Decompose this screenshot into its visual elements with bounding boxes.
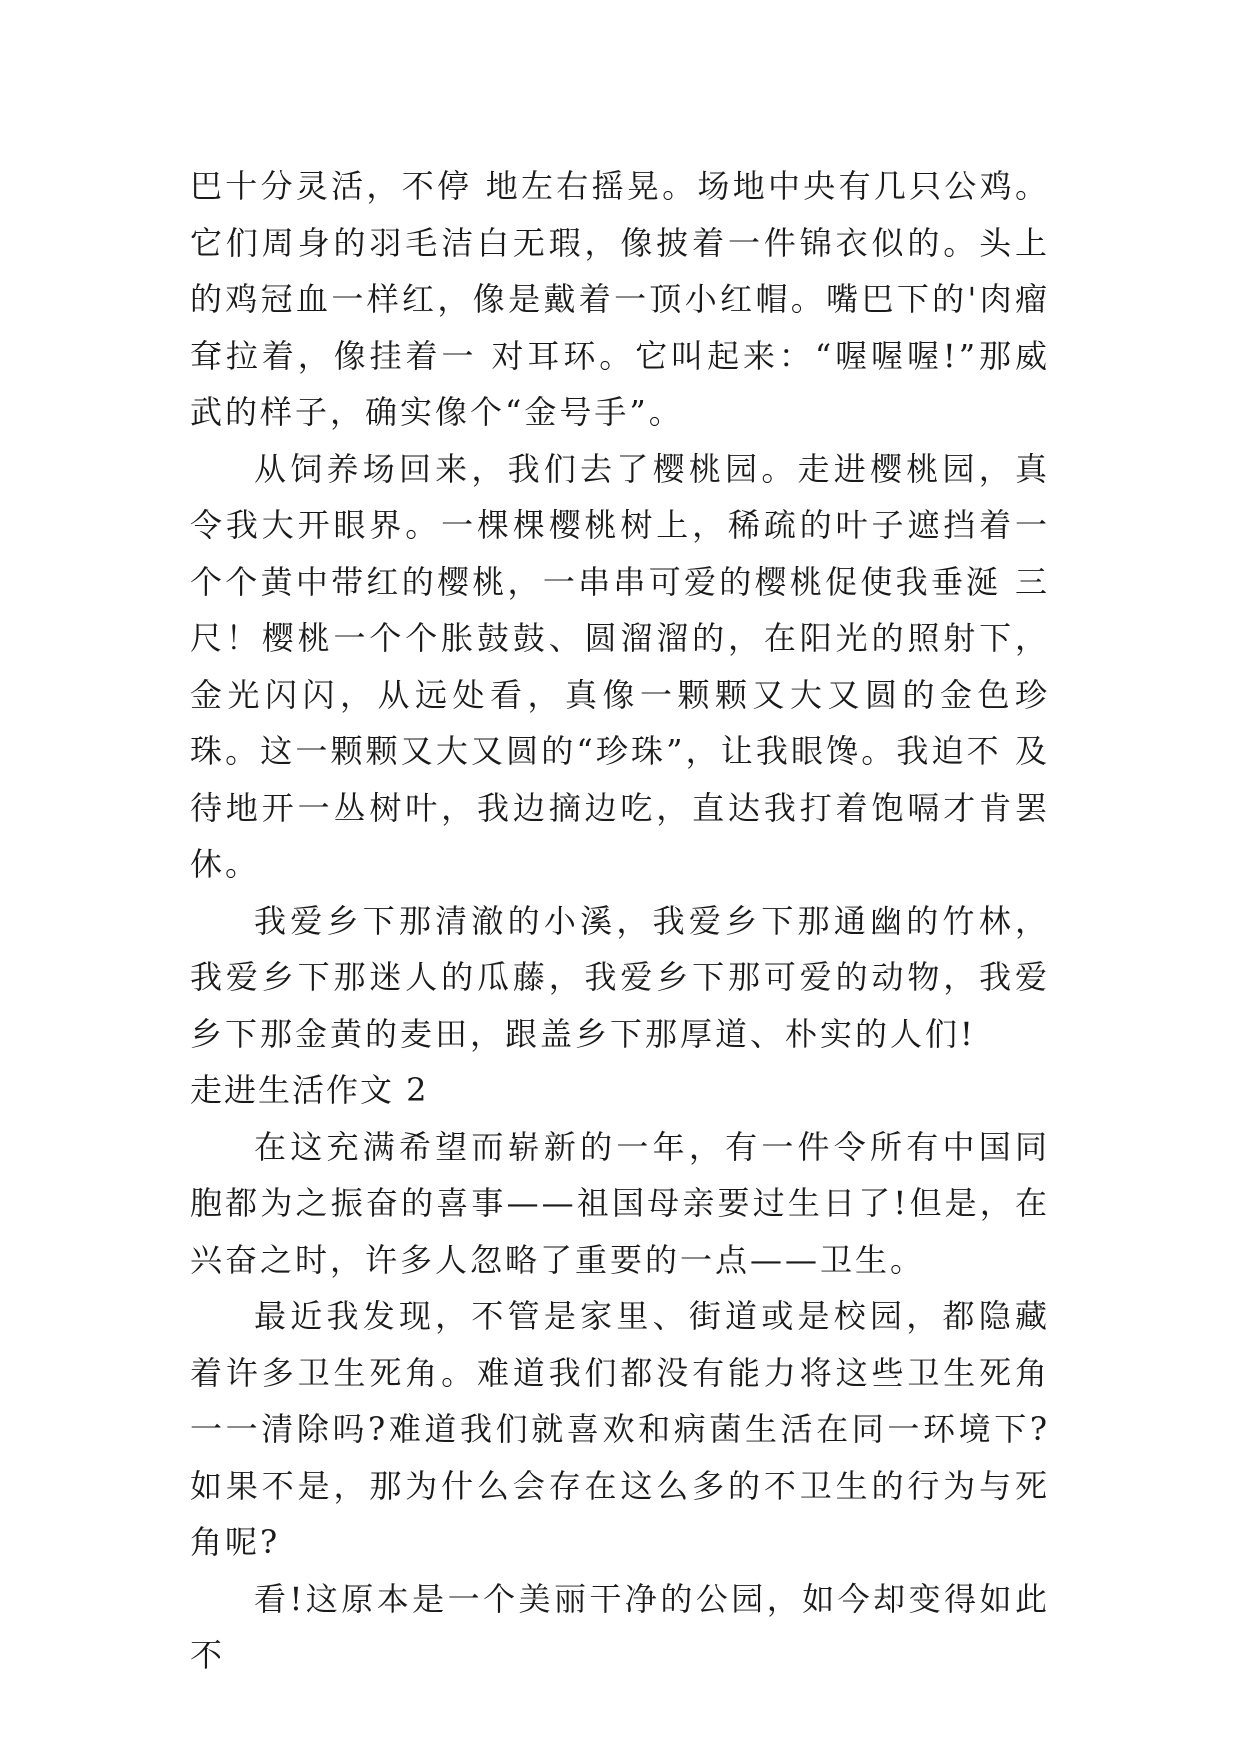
document-page [190, 158, 1050, 1684]
paragraph-love-countryside: 我爱乡下那清澈的小溪，我爱乡下那通幽的竹林，我爱乡下那迷人的瓜藤，我爱乡下那可爱的动物，我爱乡下那金黄的麦田，跟盖乡下那厚道、朴实的人们! [190, 901, 1050, 1053]
paragraph-new-year: 在这充满希望而崭新的一年，有一件令所有中国同胞都为之振奋的喜事——祖国母亲要过生日了!但是，在兴奋之时，许多人忽略了重要的一点——卫生。 [190, 1127, 1050, 1279]
paragraph-rooster: 巴十分灵活，不停 地左右摇晃。场地中央有几只公鸡。它们周身的羽毛洁白无瑕，像披着一件锦衣似的。头上的鸡冠血一样红，像是戴着一顶小红帽。嘴巴下的'肉瘤耷拉着，像挂着一 对耳环。它叫起来：“喔喔喔!”那威武的样子，确实像个“金号手”。 [190, 167, 1050, 431]
paragraph-cherry-orchard: 从饲养场回来，我们去了樱桃园。走进樱桃园，真令我大开眼界。一棵棵樱桃树上，稀疏的叶子遮挡着一个个黄中带红的樱桃，一串串可爱的樱桃促使我垂涎 三尺！樱桃一个个胀鼓鼓、圆溜溜的，在阳光的照射下，金光闪闪，从远处看，真像一颗颗又大又圆的金色珍珠。这一颗颗又大又圆的“珍珠”，让我眼馋。我迫不 及待地开一丛树叶，我边摘边吃，直达我打着饱嗝才肯罢休。 [190, 449, 1050, 883]
paragraph-park: 看!这原本是一个美丽干净的公园，如今却变得如此不 [190, 1579, 1050, 1674]
paragraph-hygiene-corners: 最近我发现，不管是家里、街道或是校园，都隐藏着许多卫生死角。难道我们都没有能力将这些卫生死角一一清除吗?难道我们就喜欢和病菌生活在同一环境下?如果不是，那为什么会存在这么多的不卫生的行为与死角呢? [190, 1297, 1050, 1561]
essay-heading: 走进生活作文 2 [190, 1071, 429, 1109]
